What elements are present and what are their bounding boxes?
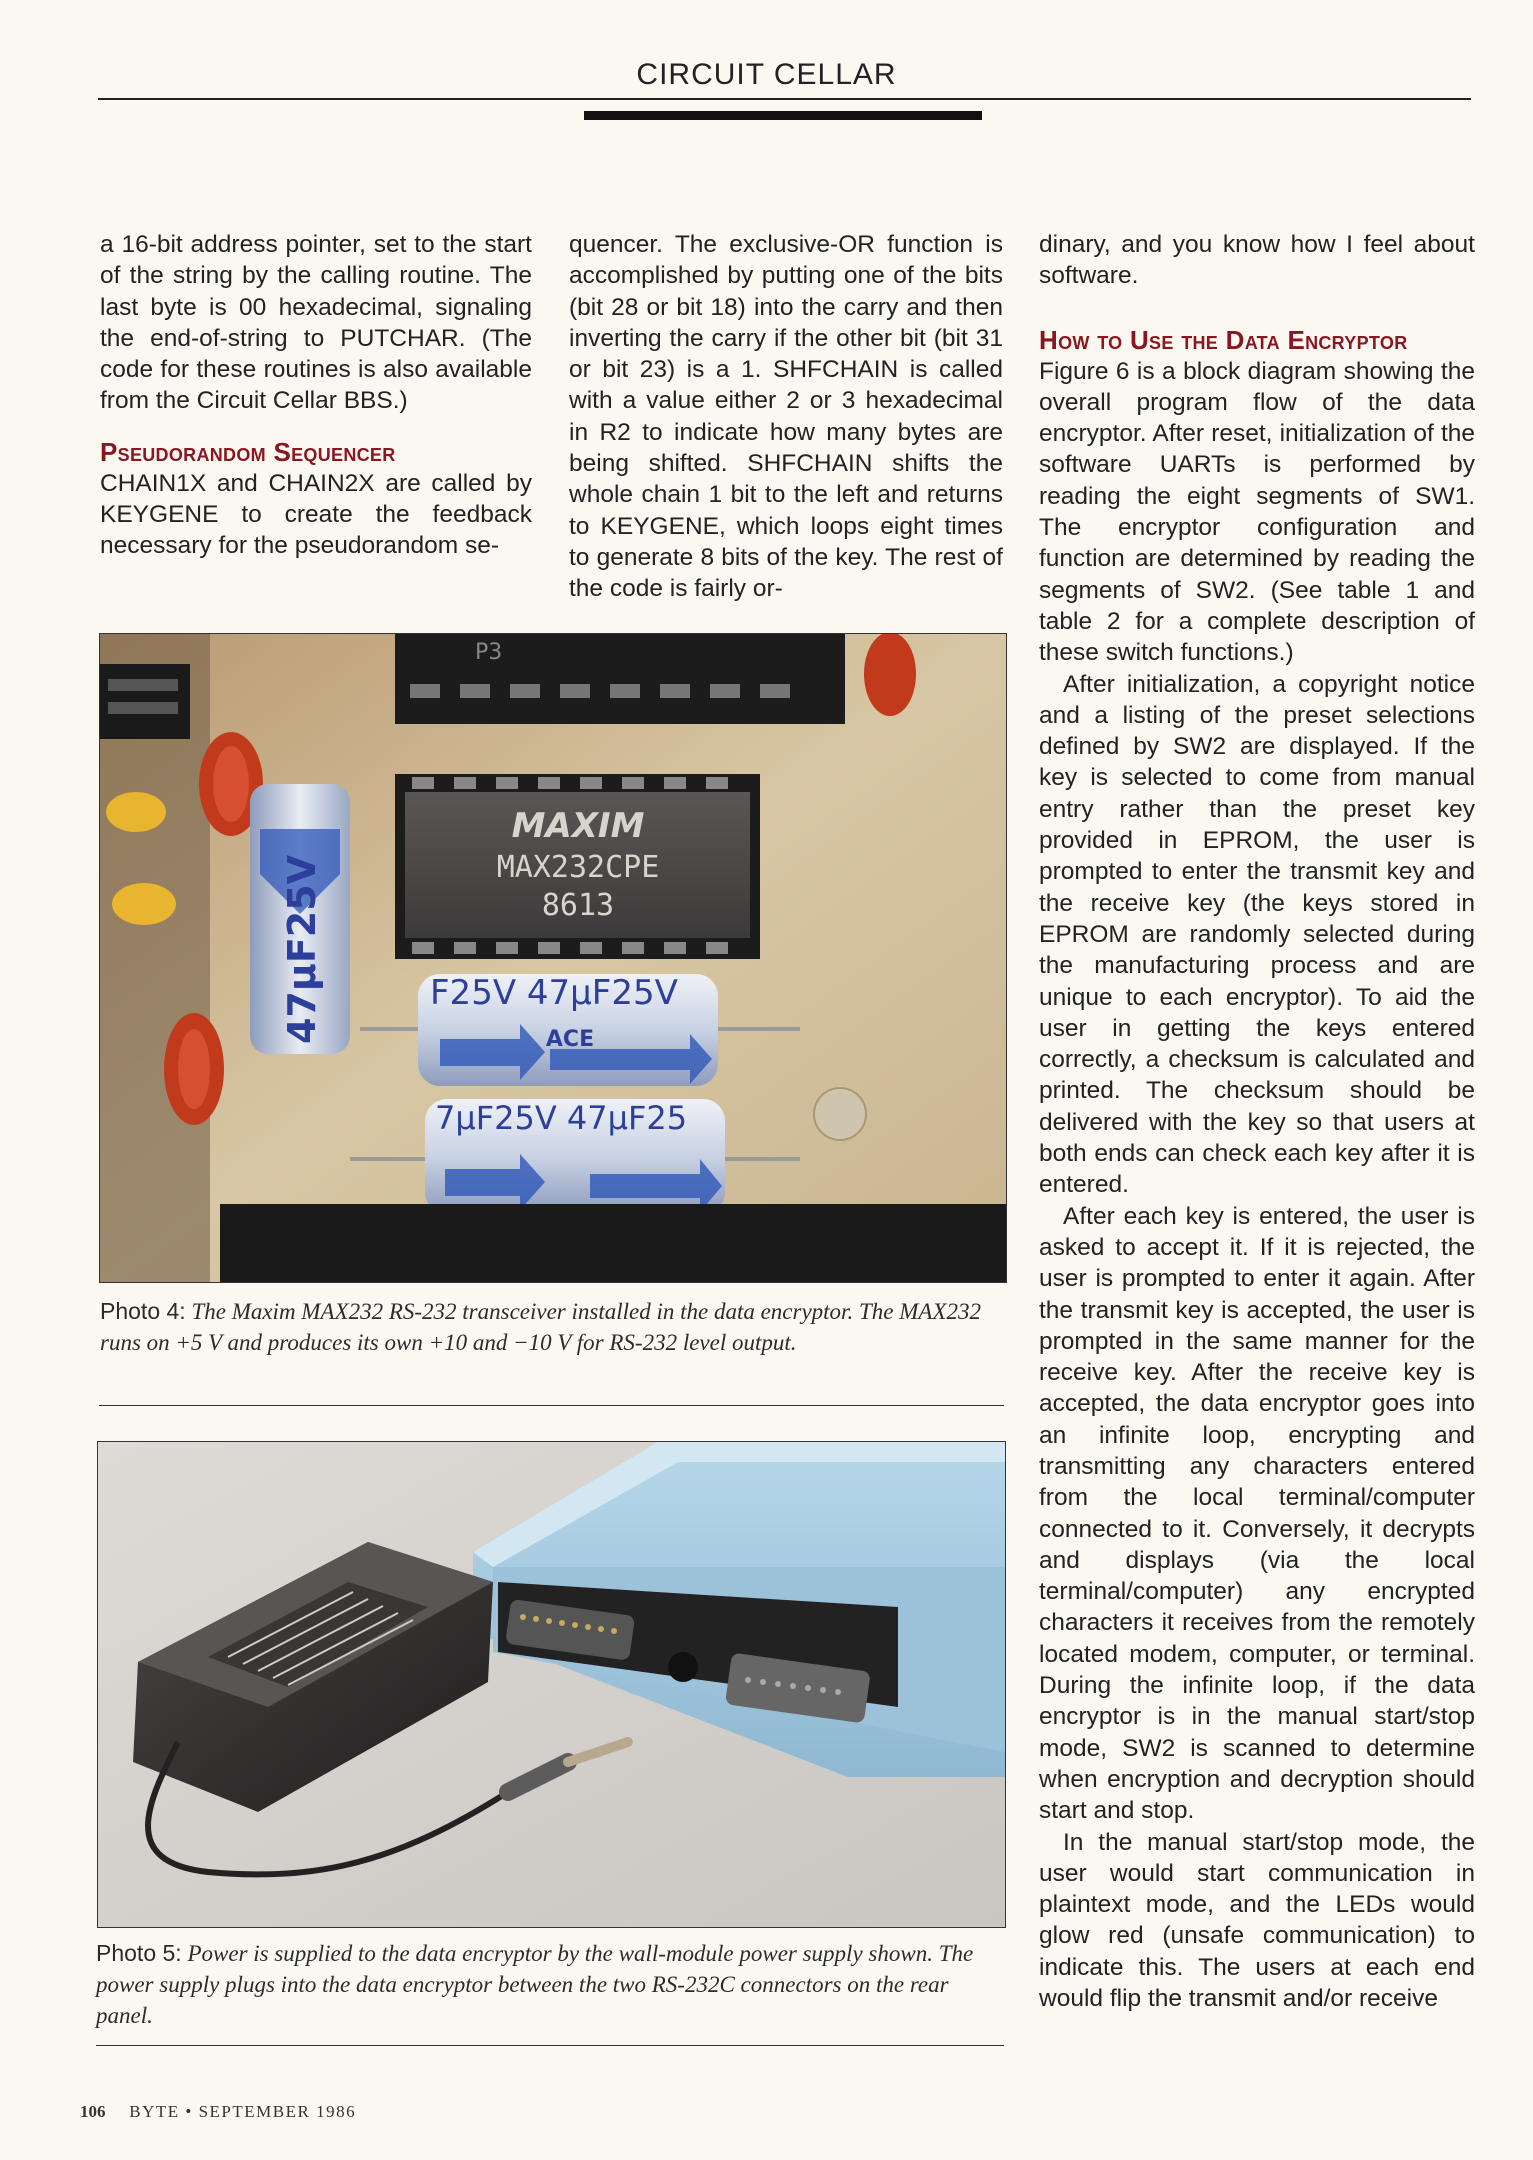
photo-4-caption-text: The Maxim MAX232 RS-232 transceiver installed in the data encryptor. The MAX232 runs on +5 V and produces its own +10 and −10 V for RS-232 level output. (100, 1299, 981, 1355)
caption-rule (99, 1405, 1004, 1406)
photo-4-circuit-board (99, 633, 1007, 1283)
publication-line: BYTE • SEPTEMBER 1986 (129, 2102, 357, 2121)
capacitor-brand: ACE (545, 1027, 595, 1052)
column-2 (569, 229, 1003, 605)
section-heading-how-to-use: How to Use the Data Encryptor (1039, 324, 1408, 355)
chip-part-number: MAX232CPE (496, 850, 660, 885)
section-heading-pseudorandom: Pseudorandom Sequencer (100, 436, 396, 467)
photo-4-caption (100, 1296, 1000, 1358)
paragraph: a 16-bit address pointer, set to the start of the string by the calling routine. The last byte is 00 hexadecimal, signaling the end-of-string to PUTCHAR. (The code for these routines is also available from the Circuit Cellar BBS.) (100, 231, 532, 415)
page-number: 106 (80, 2102, 106, 2121)
paragraph: After each key is entered, the user is asked to accept it. If it is rejected, the user is prompted to enter it again. After the transmit key is accepted, the user is prompted in the same manner for the receive key. After the receive key is accepted, the data encryptor goes into an infinite loop, encrypting and transmitting any characters entered from the local terminal/computer connected to it. Conversely, it decrypts and displays (via the local terminal/computer) any encrypted characters it receives from the remotely located modem, computer, or terminal. During the infinite loop, if the data encryptor is in the manual start/stop mode, SW2 is scanned to determine when encryption and decryption should start and stop. (1039, 1202, 1475, 1825)
photo-5-power-supply (97, 1441, 1006, 1928)
photo-5-caption (96, 1938, 996, 2031)
paragraph: After initialization, a copyright notice and a listing of the preset selections defined by SW2 are displayed. If the key is selected to come from manual entry rather than the preset key provided in EPROM, the user is prompted to enter the transmit key and the receive key (the keys stored in EPROM are randomly selected during the manufacturing process and are unique to each encryptor). To aid the user in getting the keys entered correctly, a checksum is calculated and printed. The checksum should be delivered with the key so that users at both ends can check each key after it is entered. (1039, 670, 1475, 1199)
caption-rule (96, 2045, 1004, 2046)
photo-4-label: Photo 4: (100, 1298, 186, 1324)
socket-label: P3 (475, 640, 503, 665)
running-header: CIRCUIT CELLAR (636, 58, 897, 91)
photo-5-label: Photo 5: (96, 1940, 182, 1966)
page-footer (80, 2102, 356, 2122)
paragraph: CHAIN1X and CHAIN2X are called by KEYGENE to create the feedback necessary for the pseudorandom se- (100, 469, 532, 560)
paragraph: quencer. The exclusive-OR function is accomplished by putting one of the bits (bit 28 or bit 18) into the carry and then inverting the carry if the other bit (bit 31 or bit 23) is a 1. SHFCHAIN is called with a value either 2 or 3 hexadecimal in R2 to indicate how many bytes are being shifted. SHFCHAIN shifts the whole chain 1 bit to the left and returns to KEYGENE, which loops eight times to generate 8 bits of the key. The rest of the code is fairly or- (569, 231, 1003, 603)
chip-date-code: 8613 (541, 888, 615, 923)
paragraph: Figure 6 is a block diagram showing the overall program flow of the data encryptor. After reset, initialization of the software UARTs is performed by reading the eight segments of SW1. The encryptor configuration and function are determined by reading the segments of SW2. (See table 1 and table 2 for a complete description of these switch functions.) (1039, 357, 1475, 667)
column-1 (100, 229, 532, 562)
column-3 (1039, 229, 1475, 2014)
photo-5-caption-text: Power is supplied to the data encryptor by the wall-module power supply shown. The power supply plugs into the data encryptor between the two RS-232C connectors on the rear panel. (96, 1941, 974, 2028)
capacitor-text: 7µF25V 47µF25 (435, 1099, 688, 1137)
chip-logo: MAXIM (511, 806, 645, 846)
capacitor-text: 47µF25V (280, 854, 324, 1044)
capacitor-text: F25V 47µF25V (430, 973, 678, 1013)
header-rule (98, 98, 1471, 100)
paragraph: In the manual start/stop mode, the user would start communication in plaintext mode, and the LEDs would glow red (unsafe communication) to indicate this. The users at each end would flip the transmit and/or receive (1039, 1828, 1475, 2013)
header-bar (584, 111, 982, 120)
paragraph: dinary, and you know how I feel about software. (1039, 231, 1475, 290)
